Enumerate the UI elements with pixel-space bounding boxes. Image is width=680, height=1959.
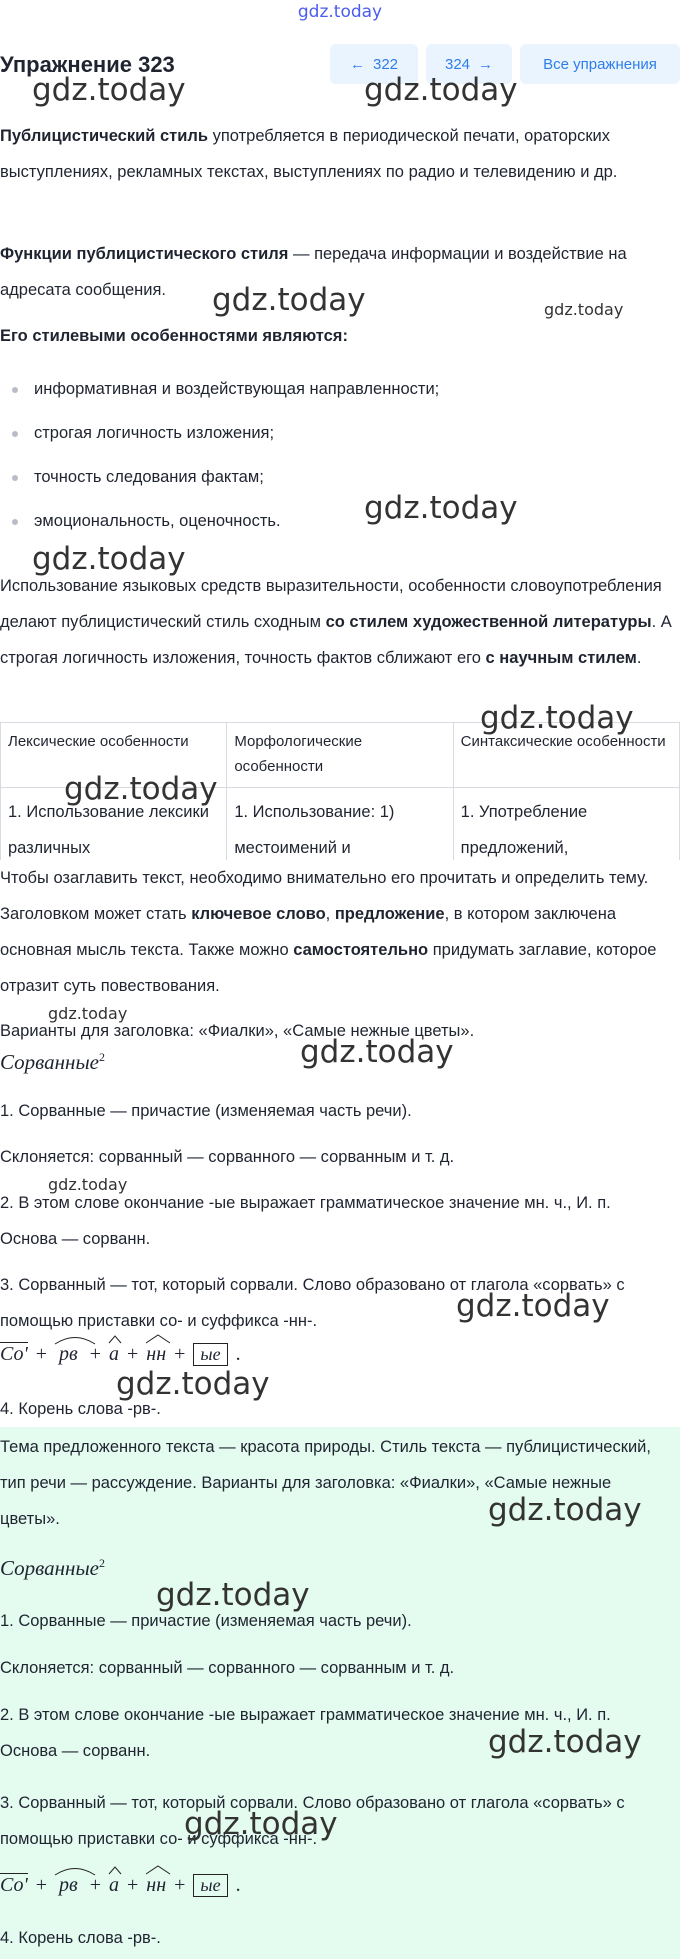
- root-arc-icon: [53, 1333, 97, 1345]
- bullet-dot: [12, 431, 18, 437]
- end-dot: .: [235, 1874, 241, 1896]
- plus-sign: +: [174, 1874, 186, 1896]
- table-cell: 1. Использование лексики различных: [1, 788, 227, 861]
- vowel-text: а: [109, 1874, 120, 1896]
- root-text: рв: [59, 1343, 78, 1365]
- watermark: gdz.today: [116, 1366, 270, 1402]
- arrow-right-icon: →: [478, 55, 494, 73]
- table-cell: 1. Употребление предложений,: [453, 788, 679, 861]
- root-text: рв: [59, 1874, 78, 1896]
- word-text: Сорванные: [0, 1050, 100, 1074]
- root-morpheme: [55, 1343, 82, 1366]
- word-superscript: 2: [99, 1050, 106, 1064]
- answer-line-5: 4. Корень слова -рв-.: [0, 1929, 161, 1947]
- list-item-text: точность следования фактам;: [34, 468, 264, 486]
- feature-list: [12, 367, 439, 543]
- analysis-line-4: 3. Сорванный — тот, который сорвали. Слово образовано от глагола «сорвать» с помощью приставки со- и суффикса -нн-.: [0, 1276, 625, 1330]
- suffix-morpheme: [146, 1874, 166, 1897]
- term-bold: с научным стилем: [485, 649, 637, 667]
- paragraph-functions: [0, 236, 672, 308]
- paragraph-comparison: [0, 568, 672, 676]
- all-exercises-button[interactable]: [520, 44, 680, 84]
- text: придумать заглавие, которое отразит суть повествования.: [0, 941, 657, 995]
- all-exercises-label: Все упражнения: [543, 55, 657, 73]
- term-bold: самостоятельно: [293, 941, 429, 959]
- paragraph-title-variants: Варианты для заголовка: «Фиалки», «Самые нежные цветы».: [0, 1022, 475, 1040]
- text: ,: [325, 905, 335, 923]
- ending-morpheme: ые: [193, 1874, 227, 1897]
- watermark: gdz.today: [300, 1034, 454, 1070]
- next-exercise-button[interactable]: [426, 44, 512, 84]
- word-text: Сорванные: [0, 1556, 100, 1580]
- word-superscript: 2: [99, 1556, 106, 1570]
- prev-exercise-button[interactable]: [330, 44, 418, 84]
- list-item-text: информативная и воздействующая направленности;: [34, 380, 440, 398]
- prefix-morpheme: Со': [0, 1343, 28, 1365]
- plus-sign: +: [127, 1343, 139, 1365]
- suffix-arc-icon: [107, 1864, 123, 1876]
- answer-line-2: Склоняется: сорванный — сорванного — сорванным и т. д.: [0, 1659, 455, 1677]
- watermark: gdz.today: [456, 1288, 610, 1324]
- prev-exercise-label: 322: [372, 55, 399, 73]
- term-bold: Функции публицистического стиля: [0, 245, 289, 263]
- term-bold: предложение: [334, 905, 445, 923]
- term-bold: Публицистический стиль: [0, 127, 208, 145]
- vowel-text: а: [109, 1343, 120, 1365]
- answer-morpheme-breakdown: [0, 1873, 241, 1897]
- suffix-vowel-morpheme: [109, 1874, 119, 1897]
- arrow-left-icon: ←: [349, 55, 365, 73]
- list-item: [12, 455, 439, 499]
- ending-morpheme: ые: [193, 1343, 227, 1366]
- text: . А строгая логичность изложения, точность фактов сближают его: [0, 613, 672, 667]
- text: — передача информации и воздействие на адресата сообщения.: [0, 245, 627, 299]
- watermark: gdz.today: [488, 1492, 642, 1528]
- text: употребляется в периодической печати, ораторских выступлениях, рекламных текстах, выступлениях по радио и телевидению и др.: [0, 127, 618, 181]
- watermark: gdz.today: [32, 541, 186, 577]
- plus-sign: +: [89, 1874, 102, 1896]
- watermark: gdz.today: [48, 1175, 128, 1194]
- text: Использование языковых средств выразительности, особенности словоупотребления делают публицистический стиль сходным: [0, 577, 662, 631]
- analysis-line-3: 2. В этом слове окончание -ые выражает грамматическое значение мн. ч., И. п. Основа — сорванн.: [0, 1194, 611, 1248]
- analysis-line-5: 4. Корень слова -рв-.: [0, 1400, 161, 1418]
- watermark: gdz.today: [480, 700, 634, 736]
- suffix-vowel-morpheme: [109, 1343, 119, 1366]
- answer-line-3: 2. В этом слове окончание -ые выражает грамматическое значение мн. ч., И. п. Основа — сорванн.: [0, 1706, 611, 1760]
- answer-line-1: 1. Сорванные — причастие (изменяемая часть речи).: [0, 1612, 412, 1630]
- watermark: gdz.today: [32, 72, 186, 108]
- suffix-arc-icon: [107, 1333, 123, 1345]
- site-logo[interactable]: gdz.today: [297, 2, 383, 22]
- table-header-row: [1, 723, 680, 788]
- page-title: Упражнение 323: [0, 52, 175, 77]
- plus-sign: +: [35, 1343, 48, 1365]
- list-item: [12, 499, 439, 543]
- list-item-text: эмоциональность, оценочность.: [34, 512, 281, 530]
- features-table-wrapper: [0, 722, 680, 860]
- term-bold: ключевое слово: [191, 905, 326, 923]
- bullet-dot: [12, 519, 18, 525]
- table-header-cell: Морфологические особенности: [227, 723, 453, 788]
- paragraph-titling: [0, 860, 672, 1004]
- answer-line-4: 3. Сорванный — тот, который сорвали. Слово образовано от глагола «сорвать» с помощью приставки со- и суффикса -нн-.: [0, 1794, 625, 1848]
- table-header-cell: Лексические особенности: [1, 723, 227, 788]
- bullet-dot: [12, 387, 18, 393]
- features-table: [0, 722, 680, 860]
- suffix-arc-icon: [144, 1864, 172, 1876]
- root-morpheme: [55, 1874, 82, 1897]
- watermark: gdz.today: [212, 282, 366, 318]
- watermark: gdz.today: [364, 72, 518, 108]
- answer-intro: Тема предложенного текста — красота природы. Стиль текста — публицистический, тип речи — рассуждение. Варианты для заголовка: «Фиалки», «Самые нежные цветы».: [0, 1438, 651, 1528]
- suffix-morpheme: [146, 1343, 166, 1366]
- end-dot: .: [235, 1343, 241, 1365]
- text: .: [636, 649, 642, 667]
- plus-sign: +: [35, 1874, 48, 1896]
- list-item-text: строгая логичность изложения;: [34, 424, 275, 442]
- watermark: gdz.today: [184, 1806, 338, 1842]
- watermark: gdz.today: [156, 1577, 310, 1613]
- watermark: gdz.today: [48, 1004, 128, 1023]
- watermark: gdz.today: [544, 300, 624, 319]
- term-bold: со стилем художественной литературы: [325, 613, 652, 631]
- root-arc-icon: [53, 1864, 97, 1876]
- text: Чтобы озаглавить текст, необходимо внимательно его прочитать и определить тему. Заголовком может стать: [0, 869, 649, 923]
- suffix-arc-icon: [144, 1333, 172, 1345]
- plus-sign: +: [127, 1874, 139, 1896]
- list-item: [12, 411, 439, 455]
- next-exercise-label: 324: [444, 55, 471, 73]
- watermark: gdz.today: [64, 771, 218, 807]
- answer-analysed-word: [0, 1556, 105, 1581]
- prefix-morpheme: Со': [0, 1874, 28, 1896]
- table-row: [1, 788, 680, 861]
- paragraph-definition: [0, 118, 672, 190]
- paragraph-features-heading: Его стилевыми особенностями являются:: [0, 327, 348, 345]
- morpheme-breakdown: [0, 1342, 241, 1366]
- analysis-line-2: Склоняется: сорванный — сорванного — сорванным и т. д.: [0, 1148, 455, 1166]
- analysis-line-1: 1. Сорванные — причастие (изменяемая часть речи).: [0, 1102, 412, 1120]
- suffix-text: нн: [146, 1874, 167, 1896]
- list-item: [12, 367, 439, 411]
- watermark: gdz.today: [364, 490, 518, 526]
- suffix-text: нн: [146, 1343, 167, 1365]
- text: , в котором заключена основная мысль текста. Также можно: [0, 905, 617, 959]
- analysed-word: [0, 1050, 105, 1075]
- plus-sign: +: [174, 1343, 186, 1365]
- watermark: gdz.today: [488, 1724, 642, 1760]
- table-cell: 1. Использование: 1) местоимений и: [227, 788, 453, 861]
- table-header-cell: Синтаксические особенности: [453, 723, 679, 788]
- plus-sign: +: [89, 1343, 102, 1365]
- bullet-dot: [12, 475, 18, 481]
